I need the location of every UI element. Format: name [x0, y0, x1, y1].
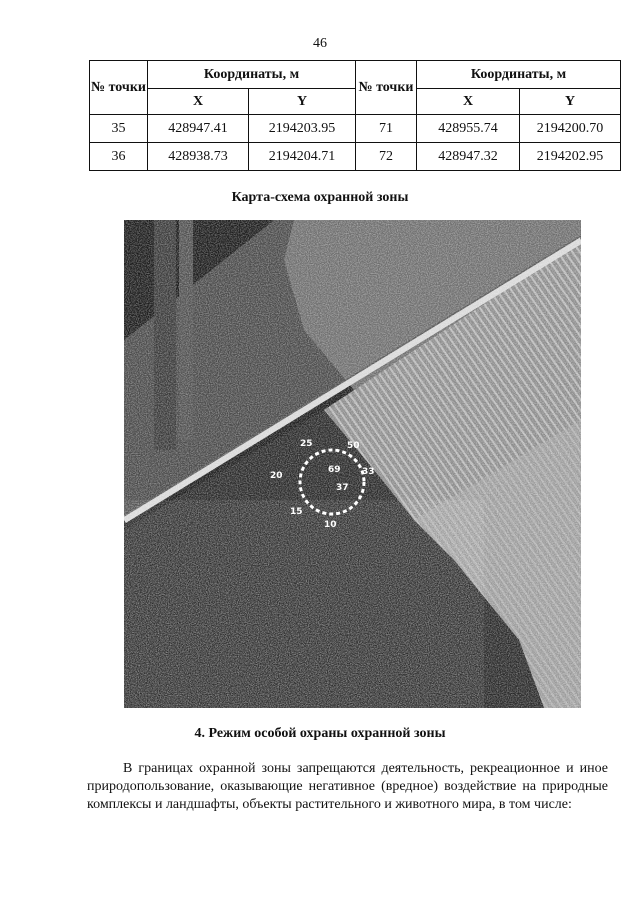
x-value: 428947.41	[148, 115, 249, 143]
y-value: 2194204.71	[249, 143, 356, 171]
point-label: 10	[324, 520, 337, 530]
y-value: 2194203.95	[249, 115, 356, 143]
point-number: 35	[90, 115, 148, 143]
point-label: 25	[300, 439, 313, 449]
x-value: 428955.74	[417, 115, 520, 143]
x-value: 428947.32	[417, 143, 520, 171]
point-number: 36	[90, 143, 148, 171]
y-value: 2194200.70	[520, 115, 621, 143]
point-number: 71	[356, 115, 417, 143]
table-row	[90, 115, 621, 143]
coordinates-header-2: Координаты, м	[417, 61, 621, 89]
satellite-map	[124, 220, 581, 708]
section-title: 4. Режим особой охраны охранной зоны	[194, 726, 446, 741]
x-header-2: X	[417, 89, 520, 115]
x-header: X	[148, 89, 249, 115]
table-row	[90, 143, 621, 171]
point-label: 37	[336, 483, 349, 493]
map-caption: Карта-схема охранной зоны	[231, 190, 409, 205]
y-value: 2194202.95	[520, 143, 621, 171]
x-value: 428938.73	[148, 143, 249, 171]
table-header-row	[90, 61, 621, 89]
y-header: Y	[249, 89, 356, 115]
map-image	[124, 220, 581, 708]
point-label: 20	[270, 471, 283, 481]
y-header-2: Y	[520, 89, 621, 115]
point-label: 69	[328, 465, 341, 475]
point-label: 33	[362, 467, 375, 477]
point-number-header: № точки	[90, 61, 148, 115]
point-label: 15	[290, 507, 303, 517]
point-number: 72	[356, 143, 417, 171]
point-number-header-2: № точки	[356, 61, 417, 115]
point-label: 50	[347, 441, 360, 451]
page-number: 46	[313, 36, 327, 51]
coordinates-header: Координаты, м	[148, 61, 356, 89]
table-subheader-row	[90, 89, 621, 115]
section-paragraph: В границах охранной зоны запрещаются деятельность, рекреационное и иное природопользование, оказывающие негативное (вредное) воздействие на природные комплексы и ландшафты, объекты растительного и животного мира, в том числе:	[87, 761, 608, 812]
coordinates-table	[89, 60, 621, 171]
